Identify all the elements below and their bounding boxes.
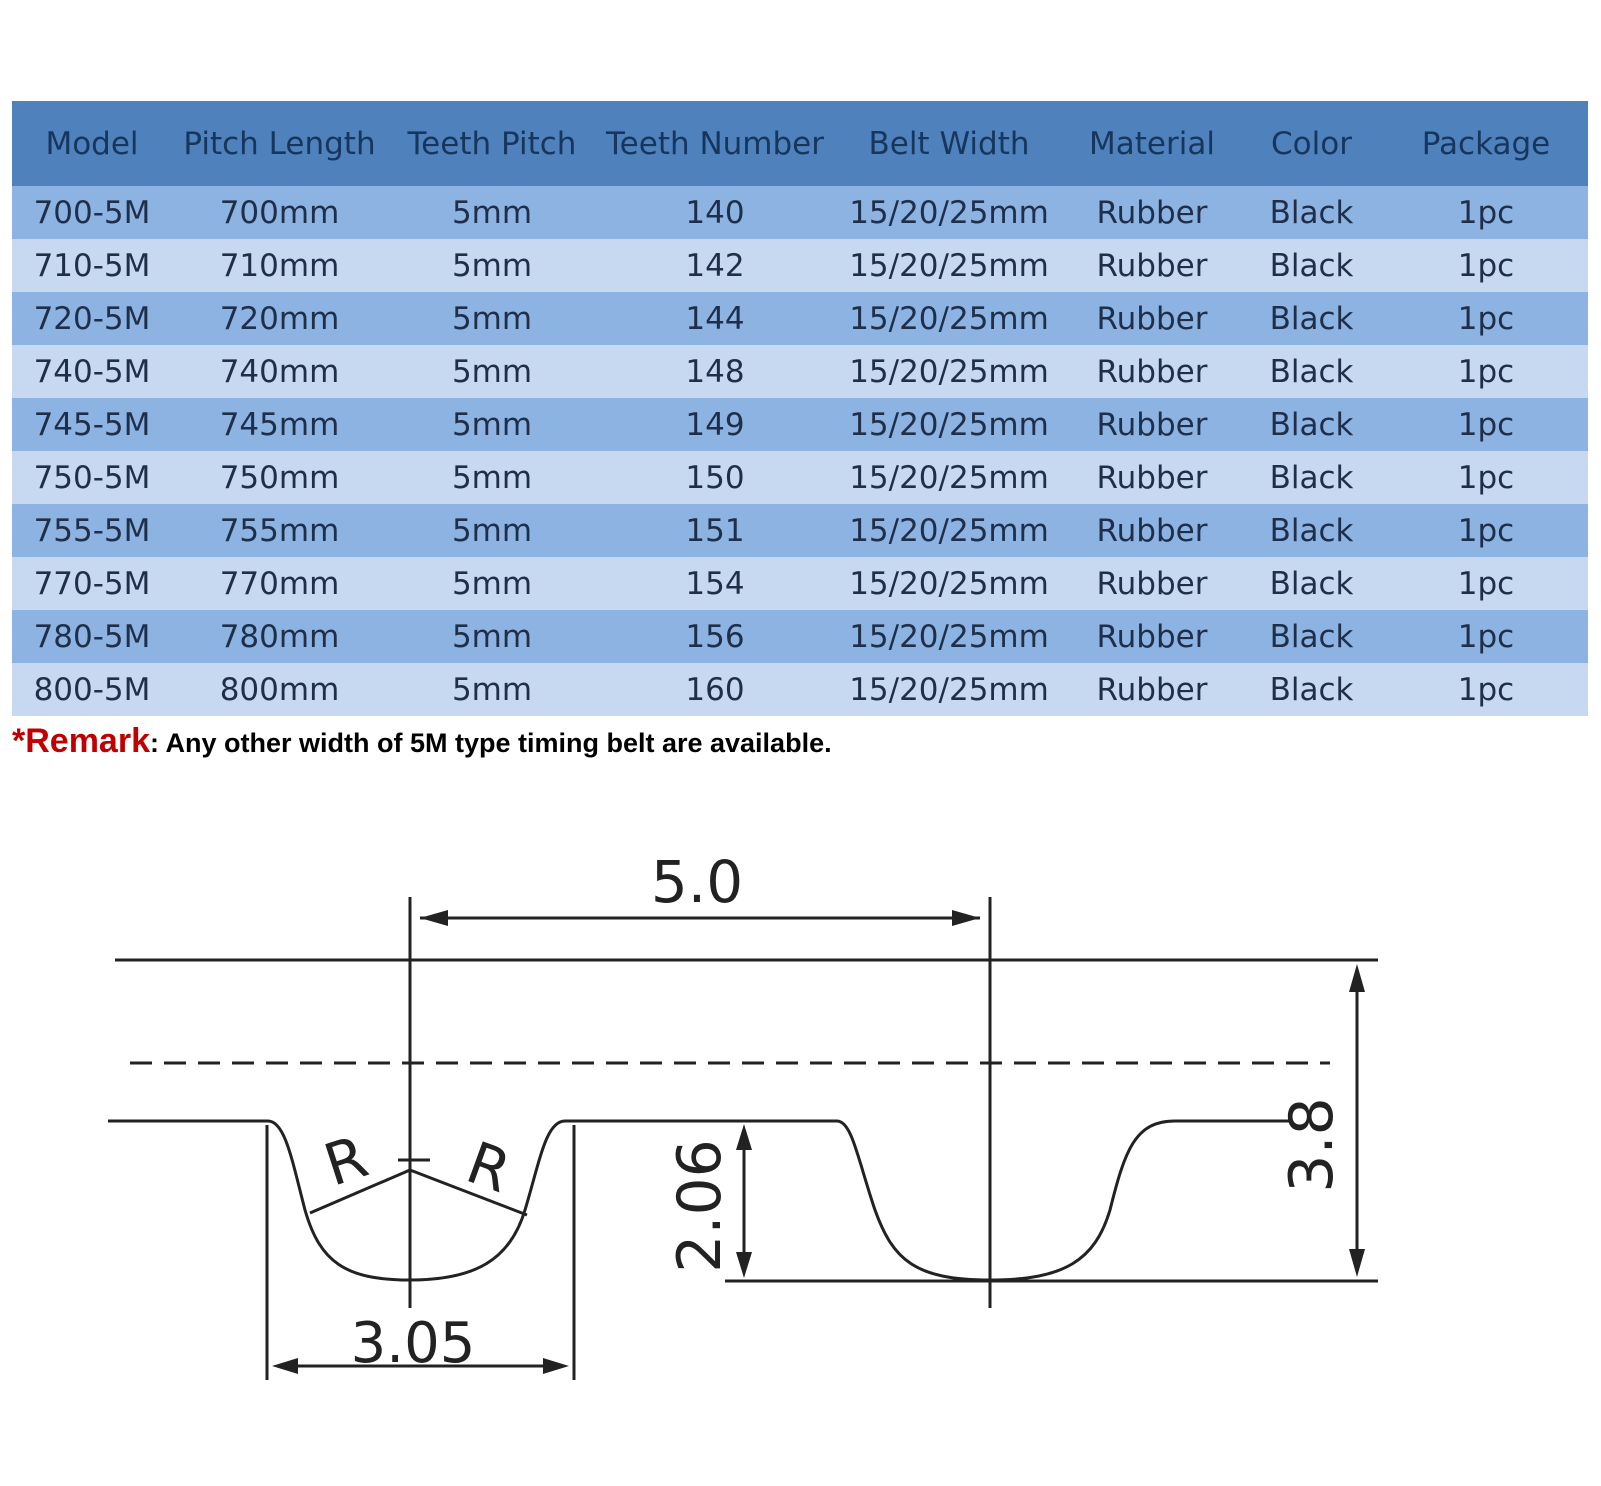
- column-header: Color: [1239, 101, 1384, 186]
- arrowhead: [952, 910, 980, 926]
- table-cell: 745-5M: [12, 398, 172, 451]
- table-cell: 142: [597, 239, 833, 292]
- table-cell: 150: [597, 451, 833, 504]
- radius-label-right: R: [458, 1128, 520, 1207]
- table-cell: 5mm: [387, 186, 597, 239]
- table-cell: 140: [597, 186, 833, 239]
- table-cell: 710-5M: [12, 239, 172, 292]
- table-cell: Rubber: [1065, 610, 1239, 663]
- table-cell: Black: [1239, 345, 1384, 398]
- table-cell: Black: [1239, 663, 1384, 716]
- table-cell: 710mm: [172, 239, 387, 292]
- table-cell: Rubber: [1065, 557, 1239, 610]
- table-cell: Black: [1239, 451, 1384, 504]
- table-cell: 800mm: [172, 663, 387, 716]
- column-header: Teeth Pitch: [387, 101, 597, 186]
- column-header: Package: [1384, 101, 1588, 186]
- column-header: Teeth Number: [597, 101, 833, 186]
- table-cell: Black: [1239, 557, 1384, 610]
- table-cell: 750-5M: [12, 451, 172, 504]
- column-header: Belt Width: [833, 101, 1065, 186]
- table-cell: 1pc: [1384, 451, 1588, 504]
- table-cell: 1pc: [1384, 239, 1588, 292]
- table-cell: 5mm: [387, 663, 597, 716]
- table-cell: 15/20/25mm: [833, 610, 1065, 663]
- table-cell: 15/20/25mm: [833, 186, 1065, 239]
- table-cell: 1pc: [1384, 504, 1588, 557]
- table-cell: 5mm: [387, 451, 597, 504]
- table-cell: Black: [1239, 610, 1384, 663]
- table-cell: Black: [1239, 292, 1384, 345]
- table-cell: 5mm: [387, 239, 597, 292]
- arrowhead: [1349, 964, 1365, 992]
- table-cell: 160: [597, 663, 833, 716]
- table-cell: 5mm: [387, 345, 597, 398]
- tooth-height-label: 2.06: [665, 1139, 735, 1273]
- table-cell: 1pc: [1384, 345, 1588, 398]
- column-header: Model: [12, 101, 172, 186]
- table-cell: 5mm: [387, 292, 597, 345]
- table-cell: Rubber: [1065, 398, 1239, 451]
- arrowhead: [420, 910, 448, 926]
- table-cell: 740-5M: [12, 345, 172, 398]
- table-cell: Rubber: [1065, 345, 1239, 398]
- table-cell: 5mm: [387, 610, 597, 663]
- table-cell: 5mm: [387, 557, 597, 610]
- arrowhead: [736, 1252, 752, 1278]
- arrowhead: [543, 1358, 569, 1374]
- table-cell: 156: [597, 610, 833, 663]
- table-cell: 700mm: [172, 186, 387, 239]
- table-cell: 15/20/25mm: [833, 557, 1065, 610]
- table-cell: 148: [597, 345, 833, 398]
- column-header: Material: [1065, 101, 1239, 186]
- table-cell: 1pc: [1384, 610, 1588, 663]
- table-cell: 1pc: [1384, 663, 1588, 716]
- table-cell: 15/20/25mm: [833, 398, 1065, 451]
- table-cell: 720mm: [172, 292, 387, 345]
- table-cell: Black: [1239, 504, 1384, 557]
- table-cell: 149: [597, 398, 833, 451]
- table-cell: 740mm: [172, 345, 387, 398]
- column-header: Pitch Length: [172, 101, 387, 186]
- table-cell: 144: [597, 292, 833, 345]
- table-cell: 5mm: [387, 504, 597, 557]
- table-cell: 5mm: [387, 398, 597, 451]
- table-cell: 800-5M: [12, 663, 172, 716]
- table-cell: 15/20/25mm: [833, 504, 1065, 557]
- table-cell: Rubber: [1065, 292, 1239, 345]
- remark-asterisk: *: [12, 722, 26, 760]
- table-cell: 1pc: [1384, 186, 1588, 239]
- table-cell: 1pc: [1384, 398, 1588, 451]
- table-cell: 15/20/25mm: [833, 451, 1065, 504]
- table-cell: 15/20/25mm: [833, 239, 1065, 292]
- remark-label: Remark: [25, 722, 150, 760]
- table-cell: Rubber: [1065, 239, 1239, 292]
- remark-text: : Any other width of 5M type timing belt are available.: [149, 728, 832, 758]
- radius-label-left: R: [316, 1122, 376, 1200]
- table-cell: Rubber: [1065, 186, 1239, 239]
- table-cell: Rubber: [1065, 663, 1239, 716]
- table-cell: 151: [597, 504, 833, 557]
- table-cell: 755mm: [172, 504, 387, 557]
- total-height-label: 3.8: [1277, 1097, 1347, 1193]
- table-cell: Black: [1239, 239, 1384, 292]
- table-cell: 770-5M: [12, 557, 172, 610]
- table-cell: 15/20/25mm: [833, 292, 1065, 345]
- table-cell: 700-5M: [12, 186, 172, 239]
- arrowhead: [736, 1124, 752, 1150]
- table-cell: 770mm: [172, 557, 387, 610]
- table-cell: Black: [1239, 398, 1384, 451]
- table-cell: 780-5M: [12, 610, 172, 663]
- table-cell: 720-5M: [12, 292, 172, 345]
- tooth-width-label: 3.05: [350, 1311, 476, 1376]
- table-cell: 15/20/25mm: [833, 345, 1065, 398]
- table-cell: 755-5M: [12, 504, 172, 557]
- table-cell: 745mm: [172, 398, 387, 451]
- pitch-label: 5.0: [650, 848, 744, 916]
- arrowhead: [272, 1358, 298, 1374]
- table-cell: 154: [597, 557, 833, 610]
- table-cell: Rubber: [1065, 451, 1239, 504]
- arrowhead: [1349, 1249, 1365, 1277]
- table-cell: Black: [1239, 186, 1384, 239]
- table-cell: 1pc: [1384, 557, 1588, 610]
- table-cell: 15/20/25mm: [833, 663, 1065, 716]
- table-cell: Rubber: [1065, 504, 1239, 557]
- table-cell: 750mm: [172, 451, 387, 504]
- table-cell: 780mm: [172, 610, 387, 663]
- table-cell: 1pc: [1384, 292, 1588, 345]
